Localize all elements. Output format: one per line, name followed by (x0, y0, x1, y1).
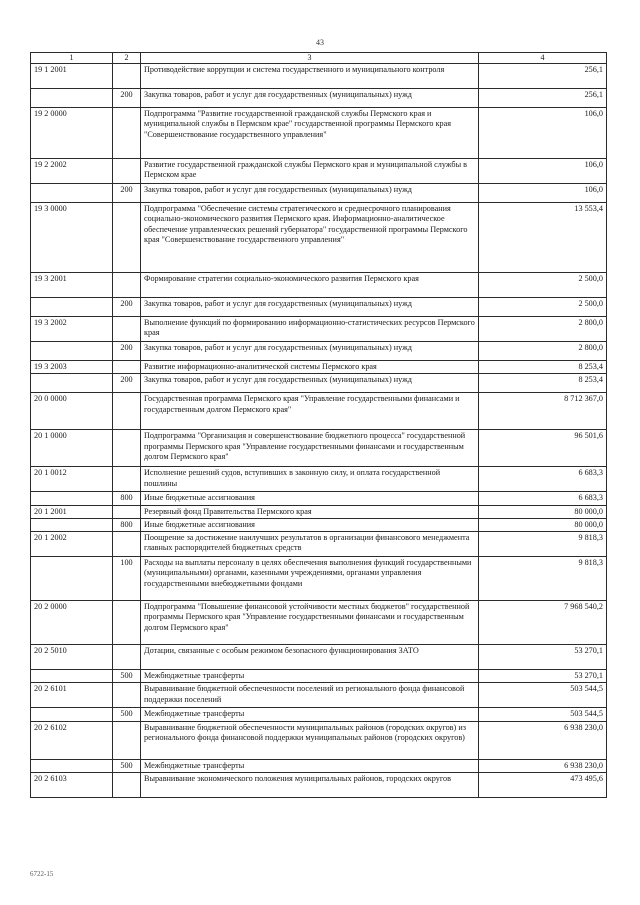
table-row (31, 683, 607, 708)
row-expense-type: 800 (113, 492, 141, 505)
row-name: Межбюджетные трансферты (141, 670, 479, 683)
row-name: Закупка товаров, работ и услуг для государственных (муниципальных) нужд (141, 89, 479, 108)
row-expense-type (113, 532, 141, 557)
row-code (31, 518, 113, 531)
row-code: 19 3 2003 (31, 361, 113, 374)
row-expense-type: 200 (113, 298, 141, 317)
table-row (31, 708, 607, 721)
row-expense-type (113, 721, 141, 759)
row-code (31, 342, 113, 361)
row-amount: 2 800,0 (479, 317, 607, 342)
row-amount: 2 500,0 (479, 298, 607, 317)
table-row (31, 670, 607, 683)
row-amount: 13 553,4 (479, 203, 607, 273)
row-name: Государственная программа Пермского края "Управление государственными финансами и государственным долгом Пермского края" (141, 393, 479, 430)
table-row (31, 505, 607, 518)
row-code: 19 2 0000 (31, 108, 113, 159)
row-amount: 9 818,3 (479, 557, 607, 601)
row-amount: 53 270,1 (479, 670, 607, 683)
row-name: Дотации, связанные с особым режимом безопасного функционирования ЗАТО (141, 645, 479, 670)
row-code (31, 298, 113, 317)
row-name: Подпрограмма "Развитие государственной гражданской службы Пермского края и муниципальной службы в Пермском крае" государственной программы Пермского края "Совершенствование государственного управления" (141, 108, 479, 159)
row-code (31, 374, 113, 393)
row-amount: 106,0 (479, 184, 607, 203)
table-row (31, 532, 607, 557)
table-row (31, 645, 607, 670)
row-expense-type (113, 273, 141, 298)
row-code: 20 2 5010 (31, 645, 113, 670)
row-expense-type (113, 317, 141, 342)
row-name: Расходы на выплаты персоналу в целях обеспечения выполнения функций государственными (муниципальными) органами, казенными учреждениями, органами управления государственными внебюджетными фондами (141, 557, 479, 601)
row-name: Резервный фонд Правительства Пермского края (141, 505, 479, 518)
table-body (31, 64, 607, 798)
row-name: Иные бюджетные ассигнования (141, 492, 479, 505)
footer-document-code: 6722-15 (30, 870, 54, 878)
row-code (31, 184, 113, 203)
row-expense-type (113, 505, 141, 518)
row-expense-type (113, 683, 141, 708)
row-name: Поощрение за достижение наилучших результатов в организации финансового менеджмента главных распорядителей бюджетных средств (141, 532, 479, 557)
row-amount: 96 501,6 (479, 430, 607, 467)
row-name: Закупка товаров, работ и услуг для государственных (муниципальных) нужд (141, 298, 479, 317)
table-row (31, 64, 607, 89)
row-amount: 8 253,4 (479, 374, 607, 393)
column-header: 2 (113, 53, 141, 64)
row-amount: 6 938 230,0 (479, 721, 607, 759)
table-row (31, 557, 607, 601)
row-name: Межбюджетные трансферты (141, 708, 479, 721)
table-row (31, 108, 607, 159)
table-row (31, 203, 607, 273)
row-amount: 9 818,3 (479, 532, 607, 557)
row-code: 20 1 2002 (31, 532, 113, 557)
table-row (31, 721, 607, 759)
row-code: 20 2 6103 (31, 772, 113, 797)
table-row (31, 374, 607, 393)
row-amount: 6 683,3 (479, 467, 607, 492)
row-code: 19 3 0000 (31, 203, 113, 273)
table-row (31, 492, 607, 505)
row-name: Выравнивание бюджетной обеспеченности поселений из регионального фонда финансовой поддержки поселений (141, 683, 479, 708)
row-expense-type: 800 (113, 518, 141, 531)
row-name: Развитие государственной гражданской службы Пермского края и муниципальной службы в Пермском крае (141, 159, 479, 184)
table-row (31, 317, 607, 342)
row-name: Подпрограмма "Обеспечение системы стратегического и среднесрочного планирования социально-экономического развития Пермского края. Информационно-аналитическое обеспечение управленческих решений губернатора" государственной программы Пермского края "Совершенствование государственного управления" (141, 203, 479, 273)
row-expense-type: 500 (113, 759, 141, 772)
row-amount: 6 938 230,0 (479, 759, 607, 772)
row-amount: 503 544,5 (479, 708, 607, 721)
row-code: 20 1 0012 (31, 467, 113, 492)
table-row (31, 601, 607, 645)
row-code: 20 1 0000 (31, 430, 113, 467)
row-name: Выравнивание бюджетной обеспеченности муниципальных районов (городских округов) из регионального фонда финансовой поддержки муниципальных районов (городских округов) (141, 721, 479, 759)
row-expense-type: 100 (113, 557, 141, 601)
row-name: Подпрограмма "Повышение финансовой устойчивости местных бюджетов" государственной программы Пермского края "Управление государственными финансами и государственным долгом Пермского края" (141, 601, 479, 645)
row-expense-type (113, 159, 141, 184)
table-row (31, 298, 607, 317)
row-expense-type: 200 (113, 89, 141, 108)
row-expense-type (113, 64, 141, 89)
row-amount: 2 800,0 (479, 342, 607, 361)
row-expense-type (113, 430, 141, 467)
table-row (31, 342, 607, 361)
row-expense-type (113, 601, 141, 645)
row-code: 20 0 0000 (31, 393, 113, 430)
row-name: Выравнивание экономического положения муниципальных районов, городских округов (141, 772, 479, 797)
table-row (31, 184, 607, 203)
page-number: 43 (316, 38, 324, 47)
table-row (31, 772, 607, 797)
table-row (31, 518, 607, 531)
row-name: Закупка товаров, работ и услуг для государственных (муниципальных) нужд (141, 374, 479, 393)
row-code (31, 759, 113, 772)
table-row (31, 430, 607, 467)
table-row (31, 361, 607, 374)
row-amount: 503 544,5 (479, 683, 607, 708)
row-name: Иные бюджетные ассигнования (141, 518, 479, 531)
row-code: 20 2 0000 (31, 601, 113, 645)
row-name: Подпрограмма "Организация и совершенствование бюджетного процесса" государственной программы Пермского края "Управление государственными финансами и государственным долгом Пермского края" (141, 430, 479, 467)
row-expense-type (113, 467, 141, 492)
row-name: Межбюджетные трансферты (141, 759, 479, 772)
row-amount: 7 968 540,2 (479, 601, 607, 645)
row-code: 19 3 2001 (31, 273, 113, 298)
row-name: Развитие информационно-аналитической системы Пермского края (141, 361, 479, 374)
row-code (31, 670, 113, 683)
row-name: Выполнение функций по формированию информационно-статистических ресурсов Пермского края (141, 317, 479, 342)
row-name: Формирование стратегии социально-экономического развития Пермского края (141, 273, 479, 298)
table-row (31, 759, 607, 772)
row-expense-type (113, 361, 141, 374)
row-expense-type (113, 393, 141, 430)
row-amount: 80 000,0 (479, 518, 607, 531)
budget-table (30, 52, 607, 798)
row-expense-type: 500 (113, 670, 141, 683)
row-amount: 2 500,0 (479, 273, 607, 298)
row-amount: 8 712 367,0 (479, 393, 607, 430)
row-amount: 6 683,3 (479, 492, 607, 505)
row-code: 19 3 2002 (31, 317, 113, 342)
row-code: 20 1 2001 (31, 505, 113, 518)
row-expense-type (113, 108, 141, 159)
table-row (31, 467, 607, 492)
column-header: 1 (31, 53, 113, 64)
row-name: Закупка товаров, работ и услуг для государственных (муниципальных) нужд (141, 342, 479, 361)
table-row (31, 393, 607, 430)
row-name: Исполнение решений судов, вступивших в законную силу, и оплата государственной пошлины (141, 467, 479, 492)
column-header: 4 (479, 53, 607, 64)
table-row (31, 159, 607, 184)
row-code (31, 89, 113, 108)
table-header-row (31, 53, 607, 64)
row-amount: 106,0 (479, 108, 607, 159)
column-header: 3 (141, 53, 479, 64)
row-expense-type: 200 (113, 342, 141, 361)
row-code: 20 2 6101 (31, 683, 113, 708)
row-name: Закупка товаров, работ и услуг для государственных (муниципальных) нужд (141, 184, 479, 203)
row-amount: 473 495,6 (479, 772, 607, 797)
row-amount: 256,1 (479, 89, 607, 108)
row-amount: 53 270,1 (479, 645, 607, 670)
row-expense-type (113, 203, 141, 273)
row-expense-type: 200 (113, 184, 141, 203)
row-amount: 8 253,4 (479, 361, 607, 374)
table-row (31, 89, 607, 108)
row-expense-type: 500 (113, 708, 141, 721)
row-code: 20 2 6102 (31, 721, 113, 759)
row-code: 19 2 2002 (31, 159, 113, 184)
row-code (31, 557, 113, 601)
row-amount: 80 000,0 (479, 505, 607, 518)
row-expense-type (113, 772, 141, 797)
row-expense-type (113, 645, 141, 670)
row-code (31, 492, 113, 505)
row-expense-type: 200 (113, 374, 141, 393)
row-amount: 106,0 (479, 159, 607, 184)
row-amount: 256,1 (479, 64, 607, 89)
table-row (31, 273, 607, 298)
row-code: 19 1 2001 (31, 64, 113, 89)
row-code (31, 708, 113, 721)
row-name: Противодействие коррупции и система государственного и муниципального контроля (141, 64, 479, 89)
